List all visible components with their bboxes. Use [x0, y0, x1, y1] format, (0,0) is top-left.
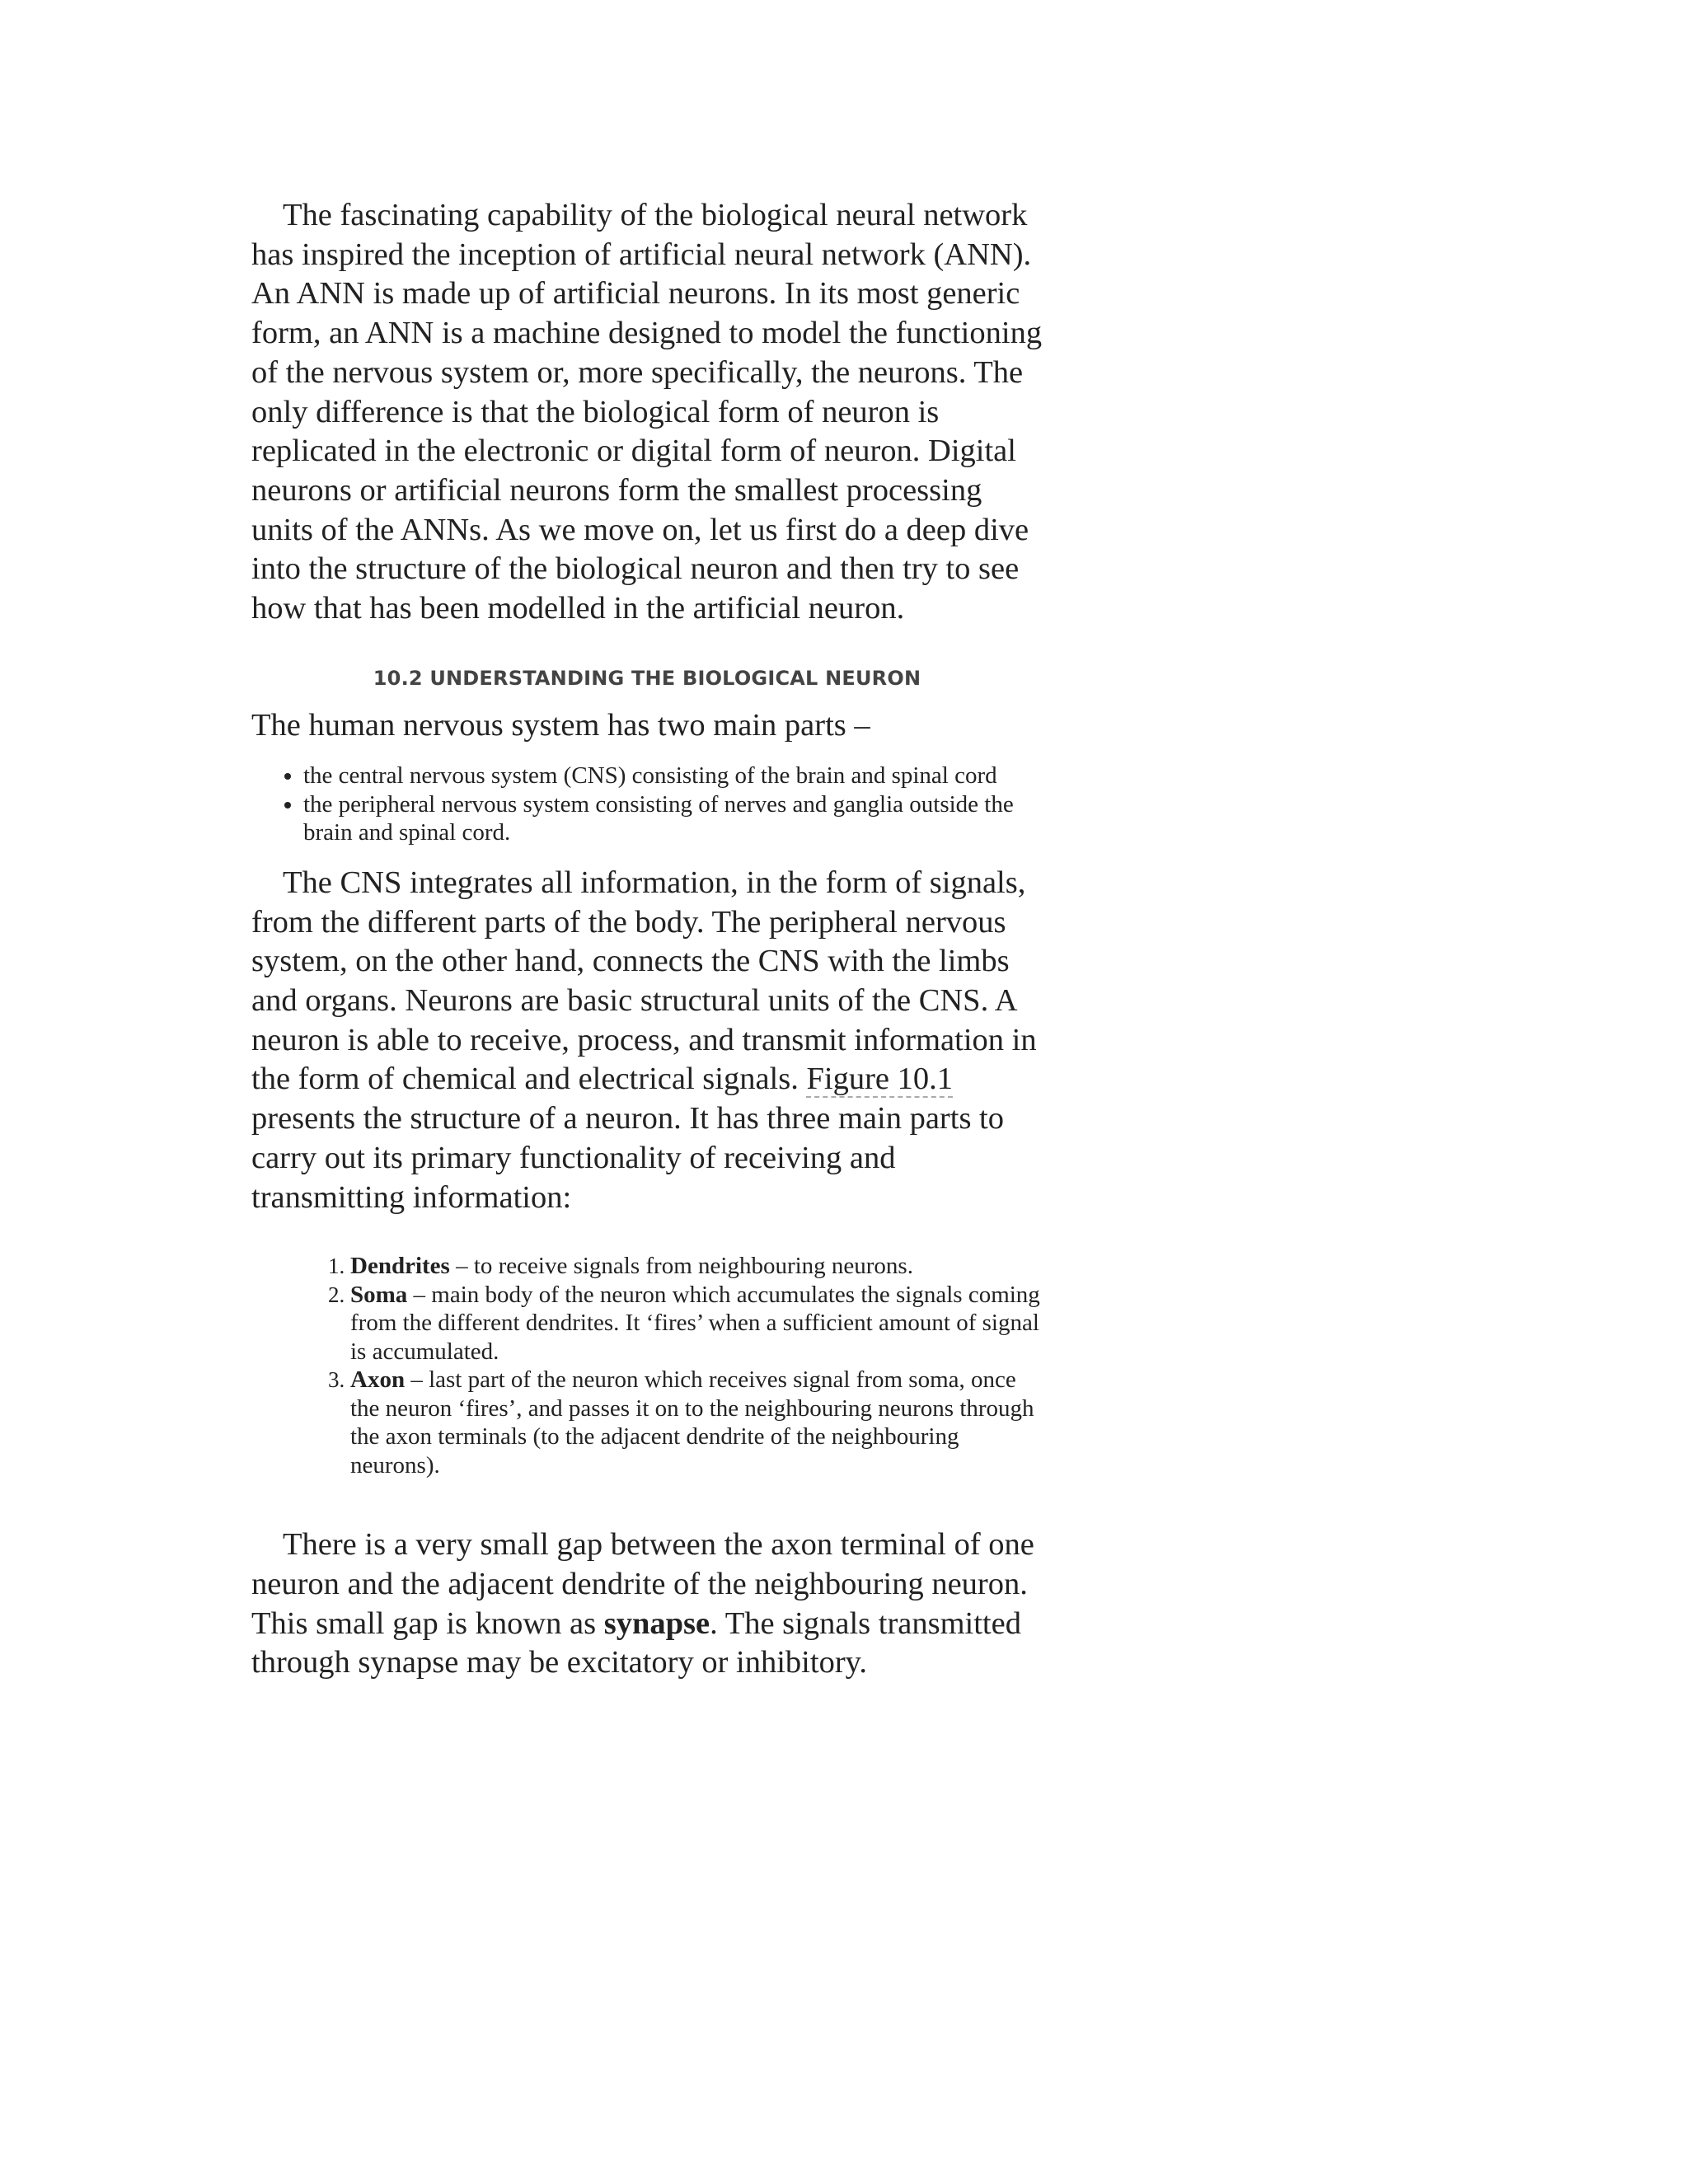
nervous-system-parts-list — [251, 762, 1043, 847]
cns-paragraph — [251, 864, 1043, 1217]
synapse-text-end: . The signals transmitted through synapse may be excitatory or inhibitory. — [251, 1605, 1021, 1680]
synapse-term: synapse — [603, 1605, 710, 1641]
cns-text-end: presents the structure of a neuron. It has three main parts to carry out its primary functionality of receiving and transmitting information: — [251, 1101, 1005, 1215]
term-dendrites: Dendrites — [350, 1253, 450, 1280]
list-item: • the central nervous system (CNS) consisting of the brain and spinal cord — [303, 762, 1043, 790]
list-item-axon — [350, 1366, 1043, 1479]
list-item: • the peripheral nervous system consisting of nerves and ganglia outside the brain and spinal cord. — [303, 790, 1043, 847]
synapse-text-start: There is a very small gap between the axon terminal of one neuron and the adjacent dendrite of the neighbouring neuron. This small gap is known as — [251, 1527, 1034, 1641]
cns-text-start: The CNS integrates all information, in the form of signals, from the different parts of the body. The peripheral nervous system, on the other hand, connects the CNS with the limbs and organs. Neurons are basic structural units of the CNS. A neuron is able to receive, process, and transmit information in the form of chemical and electrical signals. — [251, 865, 1037, 1097]
figure-10-1-link[interactable]: Figure 10.1 — [806, 1062, 953, 1097]
nervous-system-intro: The human nervous system has two main parts – — [251, 707, 870, 743]
intro-paragraph: The fascinating capability of the biological neural network has inspired the inception of artificial neural network (ANN). An ANN is made up of artificial neurons. In its most generic form, an ANN is a machine designed to model the functioning of the nervous system or, more specifically, the neurons. The only difference is that the biological form of neuron is replicated in the electronic or digital form of neuron. Digital neurons or artificial neurons form the smallest processing units of the ANNs. As we move on, let us first do a deep dive into the structure of the biological neuron and then try to see how that has been modelled in the artificial neuron. — [251, 198, 1043, 626]
term-axon: Axon — [350, 1366, 406, 1394]
description-soma: – main body of the neuron which accumulates the signals coming from the different dendrites. It ‘fires’ when a sufficient amount of signal is accumulated. — [350, 1281, 1040, 1365]
document-page — [251, 196, 1043, 1683]
list-item-dendrites — [350, 1252, 1043, 1281]
description-dendrites: – to receive signals from neighbouring neurons. — [449, 1253, 913, 1280]
description-axon: – last part of the neuron which receives signal from soma, once the neuron ‘fires’, and passes it on to the neighbouring neurons through the axon terminals (to the adjacent dendrite of the neighbouring neurons). — [350, 1366, 1034, 1479]
term-soma: Soma — [350, 1281, 408, 1308]
neuron-parts-list — [251, 1252, 1043, 1479]
synapse-paragraph — [251, 1526, 1043, 1683]
list-item-soma — [350, 1281, 1043, 1366]
section-heading: 10.2 UNDERSTANDING THE BIOLOGICAL NEURON — [373, 666, 921, 690]
